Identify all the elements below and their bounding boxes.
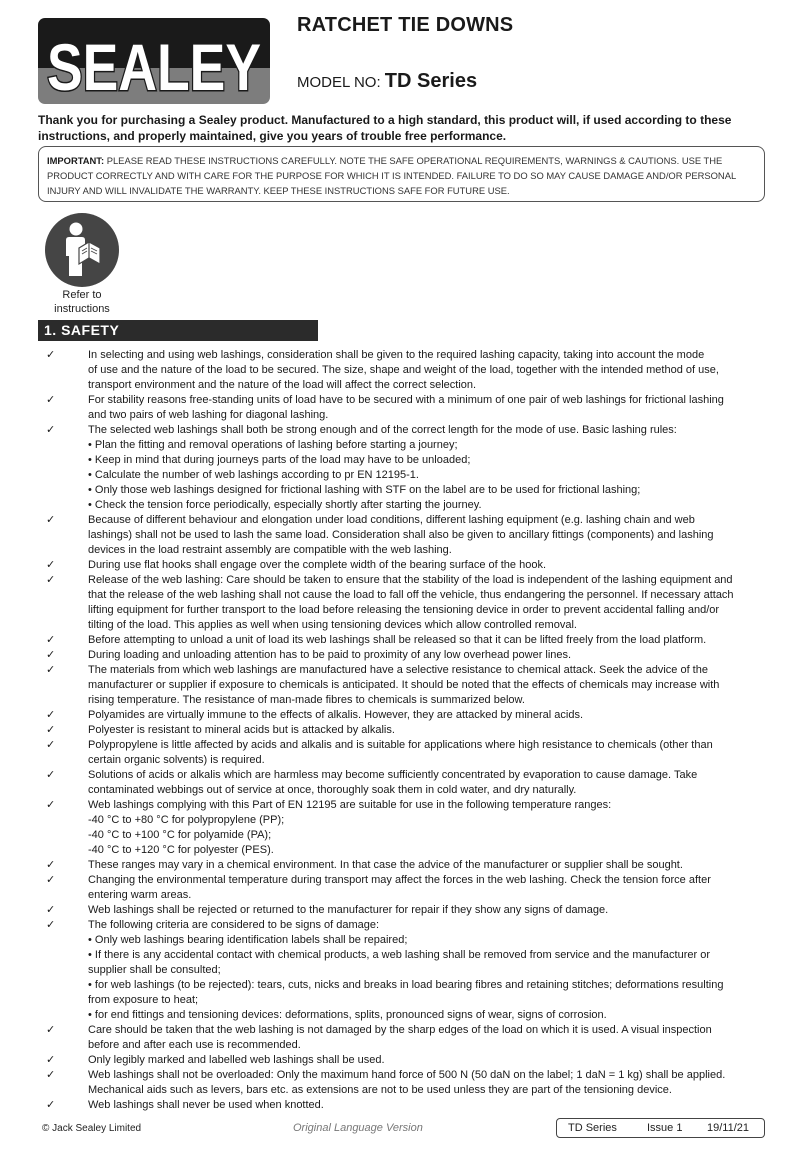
safety-item-line: manufacturer or supplier if exposure to chemicals is anticipated. It should be noted that the effects of chemicals may increase with [88, 679, 720, 691]
safety-item [46, 648, 774, 663]
check-icon: ✓ [46, 574, 56, 586]
safety-item [46, 723, 774, 738]
safety-item-line: Web lashings shall not be overloaded: Only the maximum hand force of 500 N (50 daN on the label; 1 daN = 1 kg) shall be applied. [88, 1069, 726, 1081]
safety-item-line: For stability reasons free-standing units of load have to be secured with a minimum of one pair of web lashings for frictional lashing [88, 394, 724, 406]
safety-item [46, 1053, 774, 1068]
refer-label-line1: Refer to [62, 289, 102, 301]
footer-date: 19/11/21 [707, 1122, 750, 1134]
safety-item [46, 423, 774, 513]
safety-item-line: Because of different behaviour and elongation under load conditions, different lashing equipment (e.g. lashing chain and web [88, 514, 695, 526]
safety-item [46, 558, 774, 573]
safety-item [46, 768, 774, 798]
safety-item [46, 708, 774, 723]
check-icon: ✓ [46, 724, 56, 736]
check-icon: ✓ [46, 424, 56, 436]
safety-item-line: • Only those web lashings designed for frictional lashing with STF on the label are to be used for frictional lashing; [88, 484, 641, 496]
safety-item [46, 1068, 774, 1098]
safety-item-line: lashings) shall not be used to lash the same load. Consideration shall also be given to ancillary fittings (components) and lashing [88, 529, 714, 541]
safety-item-line: transport environment and the nature of the load will affect the correct selection. [88, 379, 477, 391]
safety-item-line: Web lashings shall be rejected or returned to the manufacturer for repair if they show any signs of damage. [88, 904, 609, 916]
refer-label [38, 288, 126, 316]
check-icon: ✓ [46, 874, 56, 886]
logo-wordmark: SEALEY [47, 30, 261, 104]
safety-item-line: Mechanical aids such as levers, bars etc. as extensions are not to be used unless they are part of the tensioning device. [88, 1084, 672, 1096]
safety-item [46, 573, 774, 633]
safety-item-line: • Only web lashings bearing identification labels shall be repaired; [88, 934, 408, 946]
safety-item-line: The following criteria are considered to be signs of damage: [88, 919, 380, 931]
safety-item-line: During loading and unloading attention has to be paid to proximity of any low overhead power lines. [88, 649, 572, 661]
safety-item-line: Only legibly marked and labelled web lashings shall be used. [88, 1054, 385, 1066]
safety-item-line: entering warm areas. [88, 889, 192, 901]
important-text: PLEASE READ THESE INSTRUCTIONS CAREFULLY. NOTE THE SAFE OPERATIONAL REQUIREMENTS, WARNINGS & CAUTIONS. USE THE PRODUCT CORRECTLY AND WITH CARE FOR THE PURPOSE FOR WHICH IT IS INTENDED. FAILURE TO DO SO MAY CAUSE DAMAGE AND/OR PERSONAL INJURY AND WILL INVALIDATE THE WARRANTY. KEEP THESE INSTRUCTIONS SAFE FOR FUTURE USE. [47, 155, 736, 196]
safety-item-line: • for web lashings (to be rejected): tears, cuts, nicks and breaks in load bearing fibres and retaining stitches; deformations resulting [88, 979, 724, 991]
safety-item-line: Changing the environmental temperature during transport may affect the forces in the web lashing. Check the tension force after [88, 874, 711, 886]
safety-item-line: These ranges may vary in a chemical environment. In that case the advice of the manufacturer or supplier shall be sought. [88, 859, 683, 871]
safety-item-line: that the release of the web lashing shall not cause the load to fall off the vehicle, thus endangering the personnel. If necessary attach [88, 589, 734, 601]
safety-item-line: and two pairs of web lashing for diagonal lashing. [88, 409, 329, 421]
footer-model: TD Series [568, 1122, 617, 1134]
safety-item-line: lifting equipment for further transport to the load before releasing the tensioning device in order to prevent accidental falling and/or [88, 604, 720, 616]
safety-item-line: • Calculate the number of web lashings according to pr EN 12195-1. [88, 469, 419, 481]
safety-item [46, 348, 774, 393]
check-icon: ✓ [46, 349, 56, 361]
safety-item [46, 1098, 774, 1113]
safety-item-line: Polyester is resistant to mineral acids but is attacked by alkalis. [88, 724, 395, 736]
safety-item-line: • Plan the fitting and removal operations of lashing before starting a journey; [88, 439, 458, 451]
check-icon: ✓ [46, 514, 56, 526]
safety-item-line: tilting of the load. This applies as well when using tensioning devices which allow controlled removal. [88, 619, 577, 631]
intro-text: Thank you for purchasing a Sealey product. Manufactured to a high standard, this product will, if used according to these instructions, and properly maintained, give you years of trouble free performance. [38, 113, 732, 143]
section-heading-safety: 1. SAFETY [38, 320, 318, 341]
check-icon: ✓ [46, 1069, 56, 1081]
safety-item-line: Polypropylene is little affected by acids and alkalis and is suitable for applications where high resistance to chemicals (other than [88, 739, 713, 751]
check-icon: ✓ [46, 634, 56, 646]
sealey-logo [38, 18, 270, 104]
safety-item-line: • If there is any accidental contact with chemical products, a web lashing shall be removed from service and the manufacturer or [88, 949, 710, 961]
safety-item-line: Web lashings shall never be used when knotted. [88, 1099, 324, 1111]
safety-item-line: devices in the load restraint assembly are compatible with the web lashing. [88, 544, 452, 556]
safety-item [46, 903, 774, 918]
footer-original-language: Original Language Version [293, 1122, 423, 1134]
model-number [297, 70, 477, 93]
important-notice [38, 146, 765, 202]
important-label: IMPORTANT: [47, 155, 105, 166]
safety-item-line: Release of the web lashing: Care should be taken to ensure that the stability of the load is independent of the lashing equipment and [88, 574, 733, 586]
model-value: TD Series [384, 70, 478, 92]
footer-info-box [556, 1118, 765, 1138]
safety-item-line: Before attempting to unload a unit of load its web lashings shall be released so that it can be lifted freely from the load platform. [88, 634, 707, 646]
check-icon: ✓ [46, 1054, 56, 1066]
check-icon: ✓ [46, 649, 56, 661]
safety-item-line: before and after each use is recommended. [88, 1039, 301, 1051]
read-manual-icon [44, 212, 120, 288]
safety-item [46, 858, 774, 873]
safety-item-line: certain organic solvents) is required. [88, 754, 265, 766]
check-icon: ✓ [46, 709, 56, 721]
safety-item-line: contaminated webbings out of service at once, thoroughly soak them in cold water, and dry naturally. [88, 784, 577, 796]
check-icon: ✓ [46, 799, 56, 811]
safety-item-line: • Check the tension force periodically, especially shortly after starting the journey. [88, 499, 482, 511]
safety-item-line: • Keep in mind that during journeys parts of the load may have to be unloaded; [88, 454, 471, 466]
safety-item-line: supplier shall be consulted; [88, 964, 221, 976]
safety-item-line: of use and the nature of the load to be secured. The size, shape and weight of the load, together with the intended method of use, [88, 364, 719, 376]
safety-item [46, 1023, 774, 1053]
safety-item-line: The selected web lashings shall both be strong enough and of the correct length for the mode of use. Basic lashing rules: [88, 424, 677, 436]
safety-list [46, 348, 774, 1113]
footer-issue: Issue 1 [647, 1122, 683, 1134]
safety-item-line: Web lashings complying with this Part of EN 12195 are suitable for use in the following temperature ranges: [88, 799, 612, 811]
safety-item [46, 393, 774, 423]
safety-item-line: Care should be taken that the web lashing is not damaged by the sharp edges of the load on which it is used. A visual inspection [88, 1024, 712, 1036]
check-icon: ✓ [46, 859, 56, 871]
check-icon: ✓ [46, 769, 56, 781]
check-icon: ✓ [46, 664, 56, 676]
safety-item-line: In selecting and using web lashings, consideration shall be given to the required lashing capacity, taking into account the mode [88, 349, 705, 361]
footer-copyright: © Jack Sealey Limited [42, 1123, 142, 1134]
safety-item-line: • for end fittings and tensioning devices: deformations, splits, pronounced signs of wear, signs of corrosion. [88, 1009, 607, 1021]
safety-item [46, 798, 774, 858]
refer-label-line2: instructions [54, 303, 110, 315]
check-icon: ✓ [46, 739, 56, 751]
check-icon: ✓ [46, 559, 56, 571]
safety-item-line: The materials from which web lashings are manufactured have a selective resistance to chemical attack. Seek the advice of the [88, 664, 708, 676]
safety-item-line: rising temperature. The resistance of man-made fibres to chemicals is summarized below. [88, 694, 525, 706]
safety-item-line: -40 °C to +120 °C for polyester (PES). [88, 844, 274, 856]
check-icon: ✓ [46, 1024, 56, 1036]
safety-item [46, 513, 774, 558]
model-label: MODEL NO: [297, 74, 381, 91]
check-icon: ✓ [46, 904, 56, 916]
safety-item-line: -40 °C to +100 °C for polyamide (PA); [88, 829, 272, 841]
safety-item [46, 873, 774, 903]
check-icon: ✓ [46, 394, 56, 406]
safety-item [46, 633, 774, 648]
safety-item-line: -40 °C to +80 °C for polypropylene (PP); [88, 814, 285, 826]
safety-item-line: During use flat hooks shall engage over the complete width of the bearing surface of the hook. [88, 559, 547, 571]
safety-item [46, 738, 774, 768]
safety-item-line: Solutions of acids or alkalis which are harmless may become sufficiently concentrated by evaporation to cause damage. Take [88, 769, 698, 781]
check-icon: ✓ [46, 919, 56, 931]
safety-item-line: from exposure to heat; [88, 994, 199, 1006]
safety-item [46, 663, 774, 708]
check-icon: ✓ [46, 1099, 56, 1111]
safety-item-line: Polyamides are virtually immune to the effects of alkalis. However, they are attacked by mineral acids. [88, 709, 584, 721]
safety-item [46, 918, 774, 1023]
document-title: RATCHET TIE DOWNS [297, 14, 514, 36]
